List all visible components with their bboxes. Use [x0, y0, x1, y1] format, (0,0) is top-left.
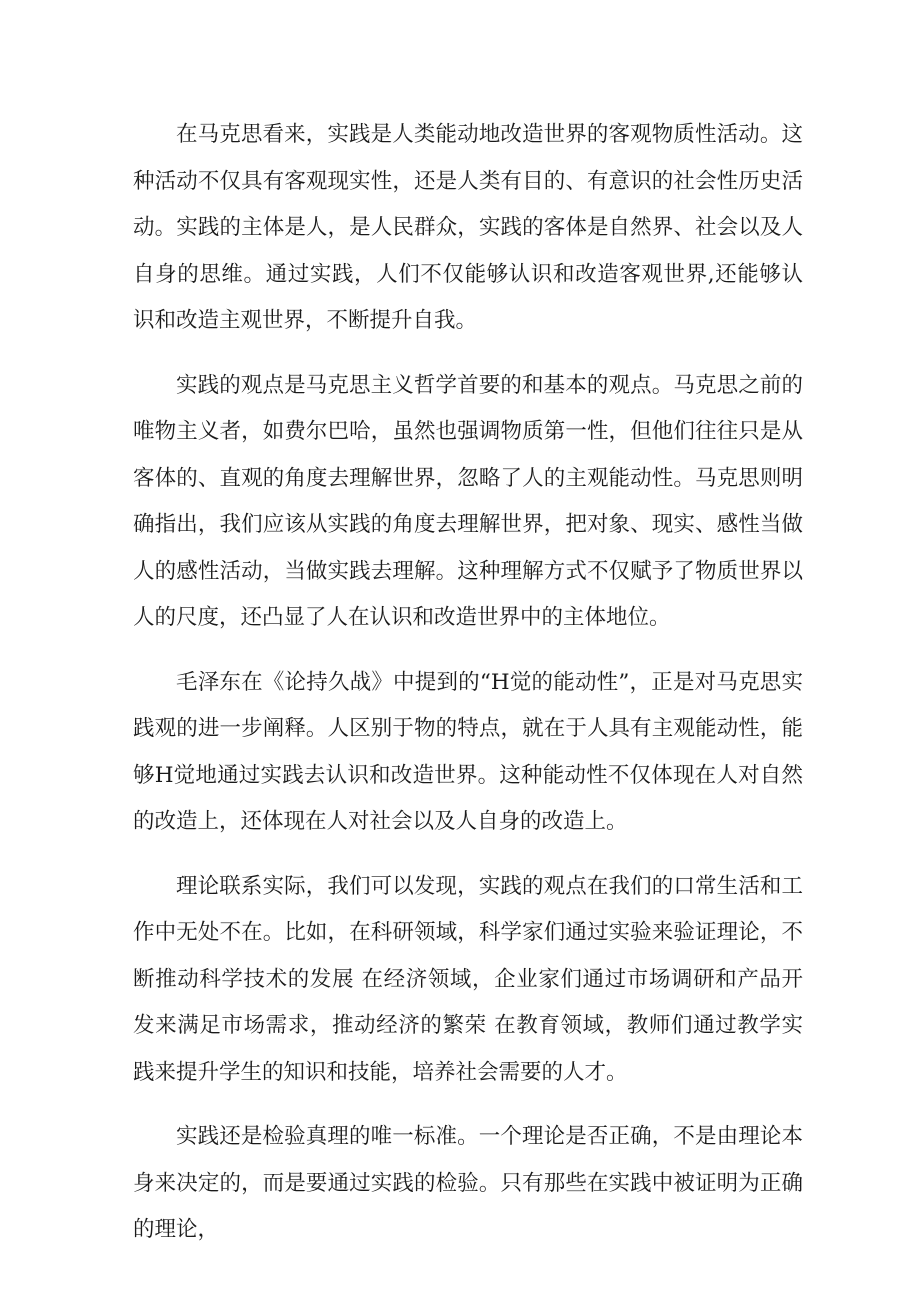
- paragraph-1: 在马克思看来，实践是人类能动地改造世界的客观物质性活动。这种活动不仅具有客观现实性，还是人类有目的、有意识的社会性历史活动。实践的主体是人，是人民群众，实践的客体是自然界、社会以及人自身的思维。通过实践，人们不仅能够认识和改造客观世界,还能够认识和改造主观世界，不断提升自我。: [133, 122, 803, 333]
- paragraph-2: 实践的观点是马克思主义哲学首要的和基本的观点。马克思之前的唯物主义者，如费尔巴哈，虽然也强调物质第一性，但他们往往只是从客体的、直观的角度去理解世界，忽略了人的主观能动性。马克思则明确指出，我们应该从实践的角度去理解世界，把对象、现实、感性当做人的感性活动，当做实践去理解。这种理解方式不仅赋予了物质世界以人的尺度，还凸显了人在认识和改造世界中的主体地位。: [133, 372, 803, 630]
- paragraph-5: 实践还是检验真理的唯一标准。一个理论是否正确，不是由理论本身来决定的，而是要通过实践的检验。只有那些在实践中被证明为正确的理论，: [133, 1124, 803, 1242]
- paragraph-3: 毛泽东在《论持久战》中提到的“H觉的能动性”，正是对马克思实践观的进一步阐释。人区别于物的特点，就在于人具有主观能动性，能够H觉地通过实践去认识和改造世界。这种能动性不仅体现在人对自然的改造上，还体现在人对社会以及人自身的改造上。: [133, 669, 803, 834]
- document-body: [133, 112, 803, 1272]
- paragraph-4: 理论联系实际，我们可以发现，实践的观点在我们的口常生活和工作中无处不在。比如，在科研领域，科学家们通过实验来验证理论，不断推动科学技术的发展 在经济领域，企业家们通过市场调研和产品开发来满足市场需求，推动经济的繁荣 在教育领域，教师们通过教学实践来提升学生的知识和技能，培养社会需要的人才。: [133, 873, 803, 1085]
